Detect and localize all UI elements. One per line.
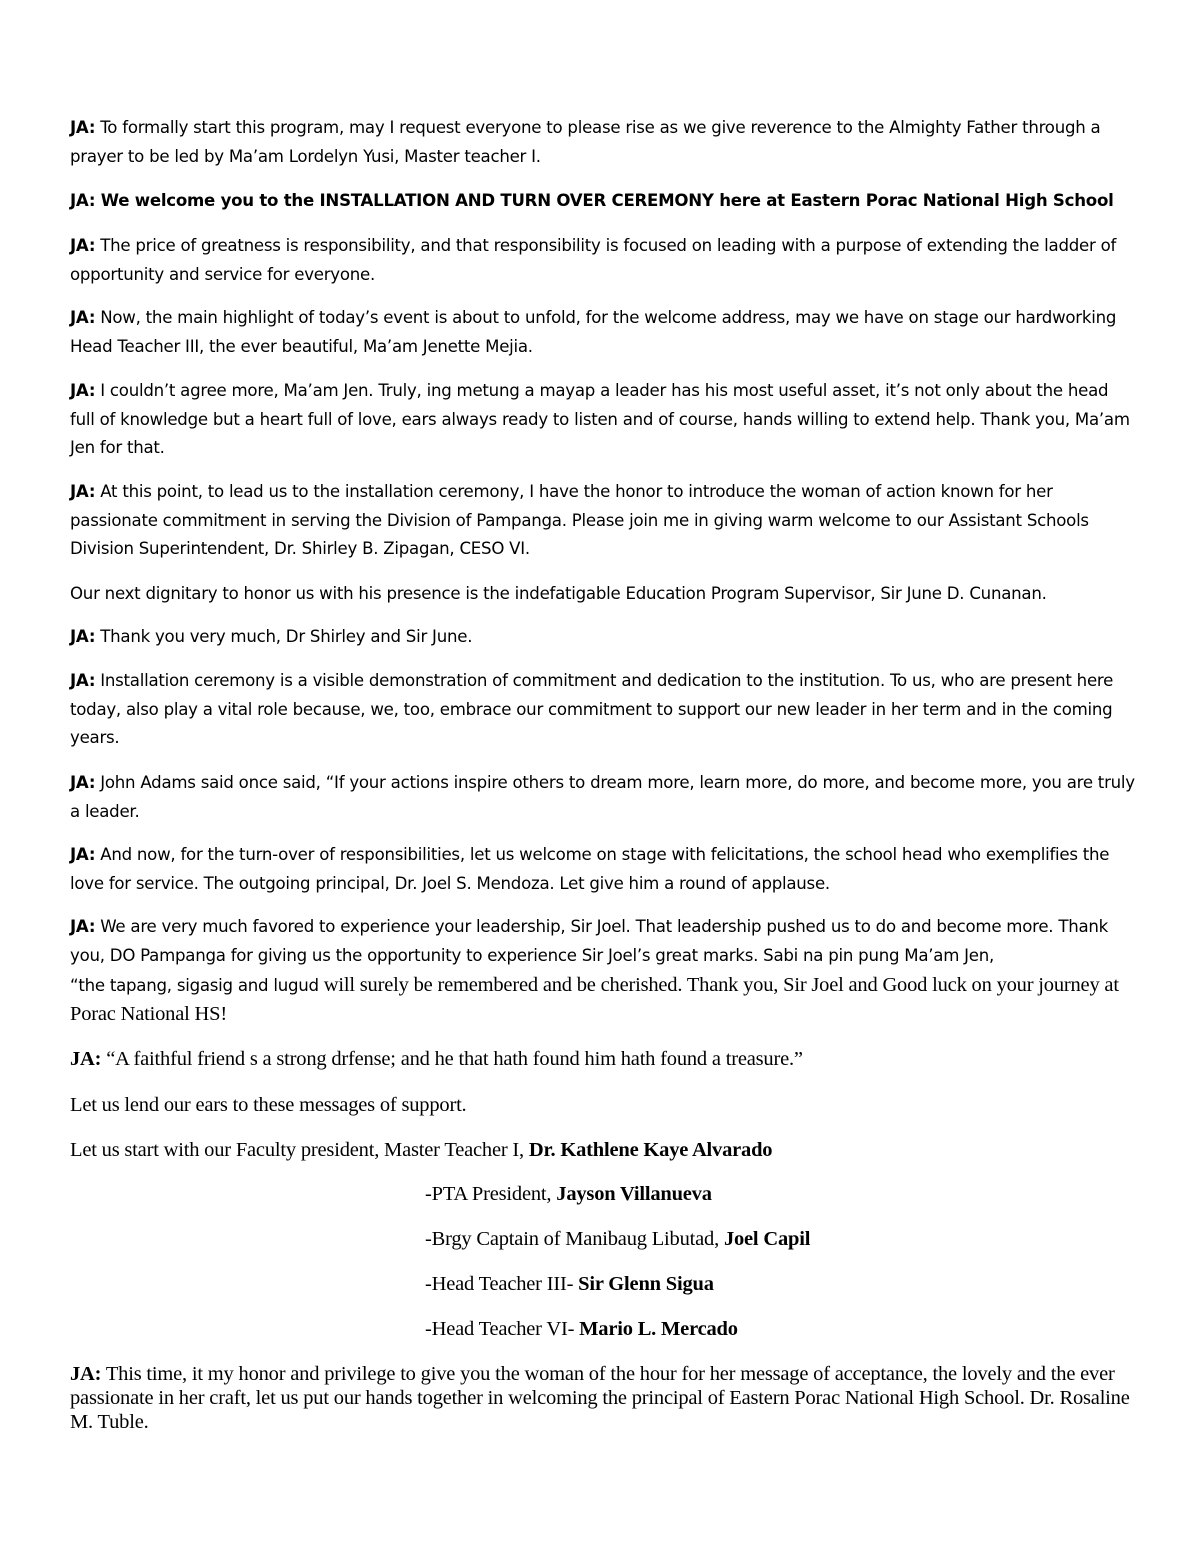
paragraph-faithful-friend [70, 1047, 1135, 1071]
paragraph-text: This time, it my honor and privilege to give you the woman of the hour for her message of acceptance, the lovely and the ever passionate in her craft, let us put our hands together in welcoming the principal of Eastern Porac National High School. Dr. Rosaline M. Tuble. [70, 1363, 1130, 1433]
paragraph-tapang [70, 972, 1135, 1028]
speaker-label: JA: [70, 1048, 102, 1070]
paragraph-text: Thank you very much, Dr Shirley and Sir June. [95, 627, 473, 646]
paragraph-text-sans: “the tapang, sigasig and lugud [70, 976, 319, 995]
speaker-name: Mario L. Mercado [579, 1318, 738, 1340]
speaker-label: JA: [70, 627, 96, 646]
speaker-label: JA: [70, 118, 96, 137]
speaker-item [425, 1227, 810, 1251]
speaker-name: Joel Capil [723, 1228, 811, 1250]
paragraph-leadership [70, 913, 1135, 970]
speaker-label: JA: [70, 845, 96, 864]
speaker-label: JA: [70, 308, 96, 327]
paragraph-text: The price of greatness is responsibility, and that responsibility is focused on leading with a purpose of extending the ladder of opportunity and service for everyone. [70, 236, 1117, 284]
speaker-label: JA: [70, 917, 96, 936]
speaker-label: JA: [70, 381, 96, 400]
speaker-role: -Head Teacher III- [425, 1273, 579, 1295]
speaker-label: JA: [70, 1363, 102, 1385]
speaker-name: Sir Glenn Sigua [578, 1273, 714, 1295]
paragraph-text: Now, the main highlight of today’s event is about to unfold, for the welcome address, may we have on stage our hardworking Head Teacher III, the ever beautiful, Ma’am Jenette Mejia. [70, 308, 1117, 356]
speaker-label: JA: [70, 482, 96, 501]
paragraph-text: I couldn’t agree more, Ma’am Jen. Truly, ing metung a mayap a leader has his most useful asset, it’s not only about the head full of knowledge but a heart full of love, ears always ready to listen and of course, hands willing to extend help. Thank you, Ma’am Jen for that. [70, 381, 1130, 457]
paragraph-next-dignitary [70, 580, 1135, 609]
paragraph-text: And now, for the turn-over of responsibilities, let us welcome on stage with felicitations, the school head who exemplifies the love for service. The outgoing principal, Dr. Joel S. Mendoza. Let give him a round of applause. [70, 845, 1110, 893]
paragraph-text: “A faithful friend s a strong drfense; and he that hath found him hath found a treasure.” [101, 1048, 803, 1070]
speaker-name: Dr. Kathlene Kaye Alvarado [528, 1139, 773, 1161]
paragraph-text: We welcome you to the INSTALLATION AND TURN OVER CEREMONY here at Eastern Porac National High School [95, 191, 1114, 210]
paragraph-text: Installation ceremony is a visible demonstration of commitment and dedication to the institution. To us, who are present here today, also play a vital role because, we, too, embrace our commitment to support our new leader in her term and in the coming years. [70, 671, 1114, 747]
paragraph-text: John Adams said once said, “If your actions inspire others to dream more, learn more, do more, and become more, you are truly a leader. [70, 773, 1135, 821]
paragraph-faculty-president [70, 1138, 1135, 1162]
paragraph-text: To formally start this program, may I request everyone to please rise as we give reverence to the Almighty Father through a prayer to be led by Ma’am Lordelyn Yusi, Master teacher I. [70, 118, 1101, 166]
speaker-role: -Brgy Captain of Manibaug Libutad, [425, 1228, 724, 1250]
speaker-item [425, 1272, 714, 1296]
paragraph-agree [70, 377, 1135, 463]
paragraph-text: We are very much favored to experience your leadership, Sir Joel. That leadership pushed us to do and become more. Thank you, DO Pampanga for giving us the opportunity to experience Sir Joel’s great marks. Sabi na pin pung Ma’am Jen, [70, 917, 1109, 965]
paragraph-turn-over [70, 841, 1135, 898]
paragraph-support-intro [70, 1093, 1135, 1117]
speaker-role: -Head Teacher VI- [425, 1318, 580, 1340]
paragraph-closing [70, 1362, 1135, 1434]
speaker-name: Jayson Villanueva [556, 1183, 712, 1205]
paragraph-text: Let us start with our Faculty president, Master Teacher I, [70, 1139, 529, 1161]
paragraph-john-adams [70, 769, 1135, 826]
speaker-item [425, 1182, 712, 1206]
paragraph-opening-prayer [70, 114, 1135, 171]
speaker-label: JA: [70, 236, 96, 255]
paragraph-installation-intro [70, 478, 1135, 564]
speaker-item [425, 1317, 738, 1341]
speaker-label: JA: [70, 191, 96, 210]
paragraph-welcome [70, 187, 1135, 216]
paragraph-text: Our next dignitary to honor us with his presence is the indefatigable Education Program Supervisor, Sir June D. Cunanan. [70, 584, 1047, 603]
speaker-label: JA: [70, 773, 96, 792]
paragraph-welcome-address [70, 304, 1135, 361]
speaker-role: -PTA President, [425, 1183, 557, 1205]
paragraph-text: At this point, to lead us to the installation ceremony, I have the honor to introduce the woman of action known for her passionate commitment in serving the Division of Pampanga. Please join me in giving warm welcome to our Assistant Schools Division Superintendent, Dr. Shirley B. Zipagan, CESO VI. [70, 482, 1089, 558]
paragraph-text-serif: will surely be remembered and be cherished. Thank you, Sir Joel and Good luck on your journey at Porac National HS! [70, 974, 1119, 1025]
speaker-label: JA: [70, 671, 96, 690]
paragraph-text: Let us lend our ears to these messages of support. [70, 1094, 467, 1116]
paragraph-installation-ceremony [70, 667, 1135, 753]
paragraph-thanks [70, 623, 1135, 652]
paragraph-greatness [70, 232, 1135, 289]
